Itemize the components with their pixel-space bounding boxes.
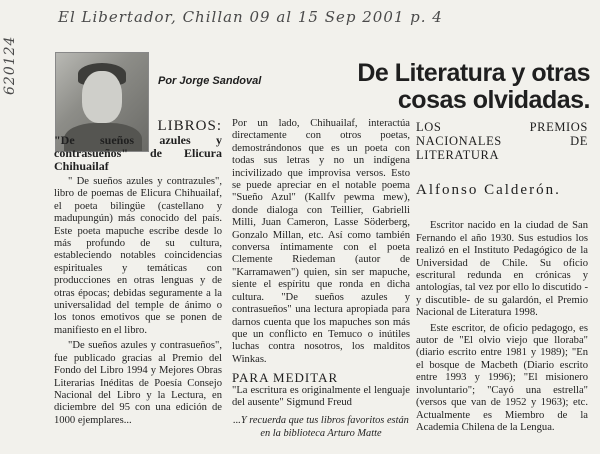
premios-paragraph-2: Este escritor, de oficio pedagogo, es autor de "El olvio viejo que lloraba" (diario escrito entre 1981 y 1989); "En el bosque de Macbeth (Diario escrito entre 1993 y 1996); "El misionero involuntario"; "Cayó una estrella" (versos que van de 1952 y 1963); etc. Actualmente es Miembro de la Academia Chilena de la Lengua. (416, 322, 588, 433)
libros-heading: LIBROS: (157, 118, 222, 134)
headline-line-1: De Literatura y otras (357, 59, 590, 87)
byline: Por Jorge Sandoval (158, 75, 262, 87)
book-title: "De sueños azules y contrasueños" de Elicura Chihuailaf (54, 133, 222, 173)
libros-paragraph-2: "De sueños azules y contrasueños", fue publicado gracias al Premio del Fondo del Libro 1994 y Mejores Obras Literarias Inéditas de Poesía Consejo Nacional del Libro y la Lectura, en diciembre del 95 con una edición de 1000 ejemplares... (54, 340, 222, 426)
handwritten-annotation-side: 620124 (2, 35, 18, 95)
premios-paragraph-1: Escritor nacido en la ciudad de San Fernando el año 1930. Sus estudios los realizó en el Instituto Pedagógico de la Universidad de Chile. Su oficio escritural redunda en crónicas y antologías, tal vez por ello lo discutido -y discutible- de su galardón, el Premio Nacional de Literatura 1998. (416, 220, 588, 319)
column-middle (232, 118, 410, 440)
column-libros (54, 118, 222, 430)
headline (300, 60, 590, 114)
libros-paragraph-1: " De sueños azules y contrazules", libro de poemas de Elicura Chihuailaf, el poeta bilingüe (castellano y madupungún) más conocido del país. Este poeta mapuche escribe desde lo más profundo de su cultura, estableciendo notables coincidencias espirituales y temáticas con producciones en otras lenguas y de otras épocas; debidas seguramente a la universalidad del temple de ánimo o los tonos emotivos que se ponen de manifiesto en el libro. (54, 176, 222, 336)
middle-paragraph: Por un lado, Chihuailaf, interactúa directamente con otros poetas, demostrándonos que es un poeta con todas sus letras y no un indígena incivilizado que improvisa versos. Esto se puede apreciar en el notable poema "Sueño Azul" (Kallfv pewma mew), donde dialoga con Teillier, Gabrielli Milli, Juan Cameron, Lasse Söderberg, Gonzalo Millan, etc. Así como también conversa íntimamente con el poeta Clemente Riedeman (autor de "Karramawen") quien, sin ser mapuche, siente el espíritu que ronda en dicha cultura. "De sueños azules y contrasueños" una lectura apropiada para darnos cuenta que los mapuches son más que un conflicto en Temuco o inútiles luchas contra nosotros, los malditos Winkas. (232, 118, 410, 365)
handwritten-annotation-header: El Libertador, Chillan 09 al 15 Sep 2001 p. 4 (58, 8, 443, 26)
headline-line-2: cosas olvidadas. (397, 86, 590, 114)
premios-heading: LOS PREMIOS NACIONALES DE LITERATURA (416, 120, 588, 162)
column-premios (416, 120, 588, 437)
author-name: Alfonso Calderón. (416, 182, 561, 198)
library-note: ...Y recuerda que tus libros favoritos están en la biblioteca Arturo Matte (233, 415, 409, 439)
meditar-quote: "La escritura es originalmente el lenguaje del ausente" Sigmund Freud (232, 384, 410, 408)
meditar-heading: PARA MEDITAR (232, 370, 339, 386)
